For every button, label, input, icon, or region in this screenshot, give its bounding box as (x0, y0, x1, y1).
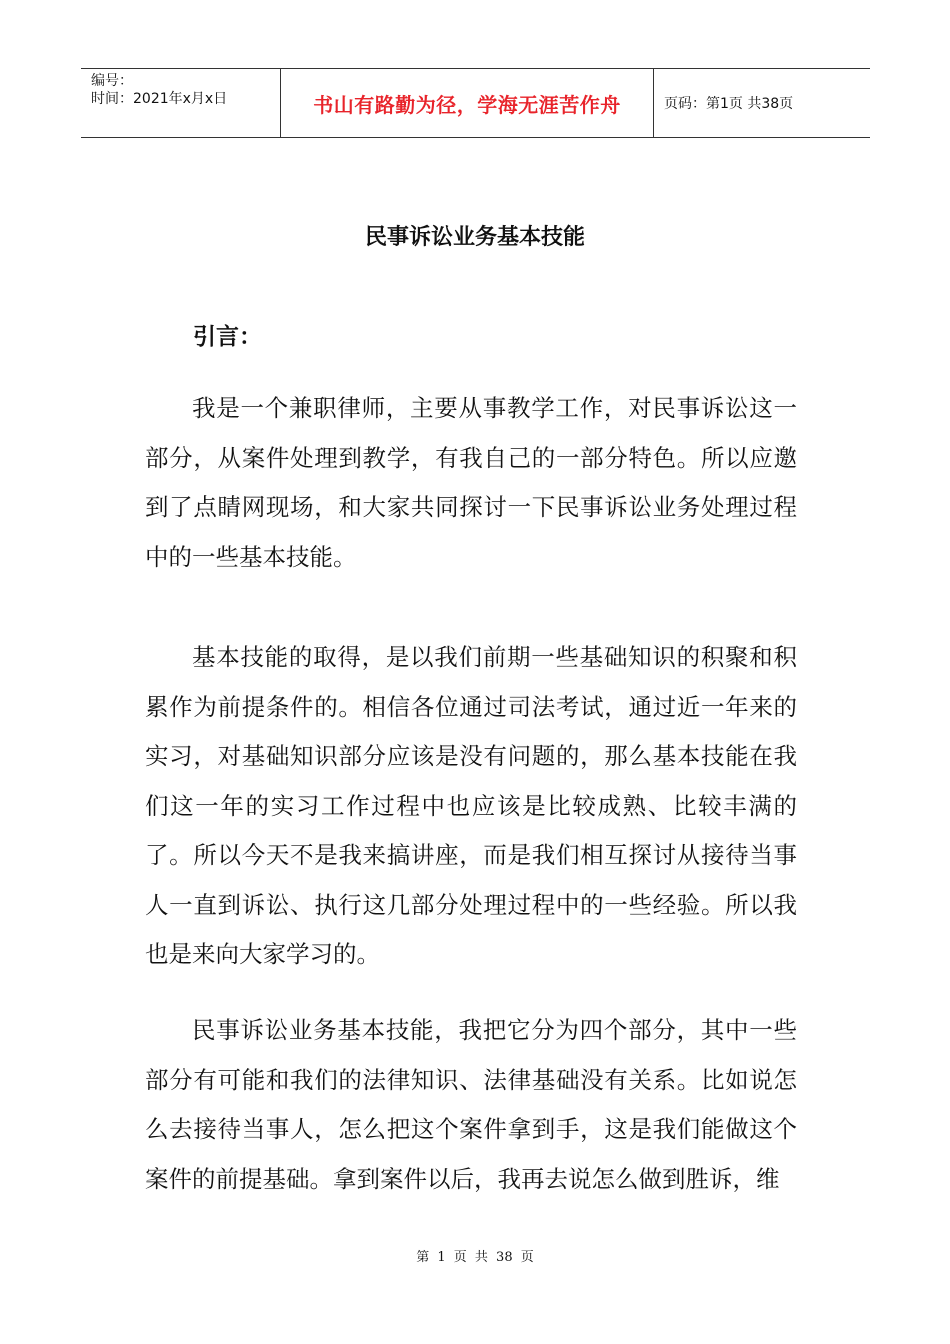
number-label: 编号： (91, 73, 133, 89)
time-line: 时间：2021年x月x日 (91, 91, 228, 107)
paragraph-3: 民事诉讼业务基本技能，我把它分为四个部分，其中一些部分有可能和我们的法律知识、法律基础没有关系。比如说怎么去接待当事人，怎么把这个案件拿到手，这是我们能做这个案件的前提基础。拿到案件以后，我再去说怎么做到胜诉，维 (145, 1016, 797, 1193)
header-page-info: 页码：第1页 共38页 (664, 96, 794, 112)
page-header (81, 68, 870, 138)
document-title: 民事诉讼业务基本技能 (364, 225, 585, 250)
page-footer: 第 1 页 共 38 页 (416, 1250, 534, 1265)
header-meta (81, 69, 281, 137)
intro-heading: 引言： (193, 324, 262, 350)
paragraph-1: 我是一个兼职律师，主要从事教学工作，对民事诉讼这一部分，从案件处理到教学，有我自己的一部分特色。所以应邀到了点睛网现场，和大家共同探讨一下民事诉讼业务处理过程中的一些基本技能。 (145, 394, 797, 571)
paragraph-2: 基本技能的取得，是以我们前期一些基础知识的积聚和积累作为前提条件的。相信各位通过司法考试，通过近一年来的实习，对基础知识部分应该是没有问题的，那么基本技能在我们这一年的实习工作过程中也应该是比较成熟、比较丰满的了。所以今天不是我来搞讲座，而是我们相互探讨从接待当事人一直到诉讼、执行这几部分处理过程中的一些经验。所以我也是来向大家学习的。 (145, 643, 797, 968)
header-motto: 书山有路勤为径，学海无涯苦作舟 (281, 69, 654, 137)
